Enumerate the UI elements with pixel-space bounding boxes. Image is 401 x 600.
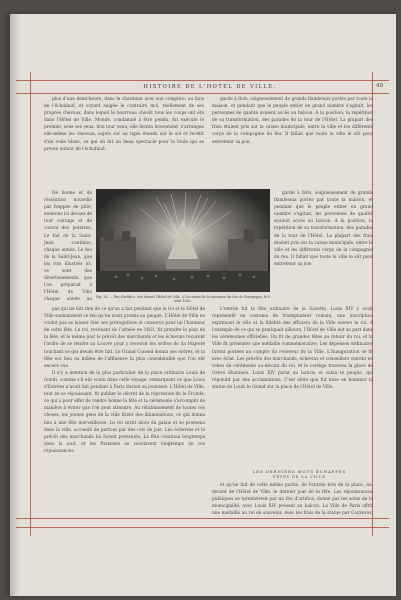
text-left-bottom [44, 306, 205, 516]
section-subheading: FÊTES DE LA VILLE [273, 475, 326, 479]
frame-rule-top-outer [16, 80, 389, 81]
text-right-final [212, 482, 373, 517]
figure-caption: Fig. 26. — Feu d'artifice, tiré devant l'Hôtel de Ville, à l'occasion de la naissance du duc de Bourgogne, le 6 août 1682. [96, 295, 270, 303]
paragraph: garde à flots, soigneusement de grands flambeaux portés par toute la maison, et pendant que le peuple entier en grand nombre s'agitait, les personnes de qualité avaient accès au balcon. À la position, la répétition de sa transformation, des parades de la tour de l'Hôtel. La plupart des frais étaient pris sur la caisse municipale, entre la ville et les différents corps de la compagnie du feu. Il fallait que toute la ville le sût pour entretenir sa joie. [212, 97, 373, 145]
section-heading: LES DERNIERS MOTS ÉCHAPPÉS [252, 469, 347, 474]
paragraph: plus d'une demi-heure, dans le charmant avec son complice, au face de l'échafaud, et voyant exigée le contraire moi, réellement de ses propres chevaux, dans lequel le bourreau choisit tous les coups ont été dans l'Hôtel de Ville. Monde, condamné à être pendu, fut exécuté le premier, sous ses yeux. Son tour venu, elle monta bravement, s'arrangea elle-même les cheveux, sujets sur un tapis étendu sur le sol et revêtit d'un voile blanc, ce qui en fut un beau spectacle pour la foule qui se presse autour de l'échafaud. [44, 97, 204, 152]
paragraph: De bonne et de résolution nouvelle par frappée de pitié, mentons ici devant de tout courage et de convoi des peintres. Le fait de la Saint-Jean continue, chaque année. Le feu de la Saint-Jean, que les rois illustrés ici, ce sont des divertissements que l'on préparait à l'Hôtel de Ville chaque année au [44, 191, 92, 303]
page-number: 49 [376, 83, 383, 89]
frame-rule-bottom-inner [16, 518, 389, 519]
text-right-bottom [212, 306, 373, 466]
paragraph: et qu'on fait de cette même partie, de l'entrée très de la place, au-devant de l'Hôtel de Ville, le dernier jour de la fête. Les réjouissances publiques se terminèrent par un feu d'artifice, donné par les soins de la municipalité, avec Louis XIV présent au balcon. La Ville de Paris offrit une médaille au roi en souvenir. Avec les frais de la statue par Coyzevox, [212, 483, 373, 517]
frame-rule-bottom-outer [16, 527, 389, 528]
paragraph: Il n'y a mention de la plus particulier de la place ordinaire Louis de Gondi, comme s'il eût voulu dans celle voyage, remarquant ce que Louis d'Estrées n'avait fait pendant à Paris durant sa jeunesse. L'Hôtel de Ville, tout en se réjouissant, fit publier le décret de la répression de la Fronde, ce qui a pour effet de rendre bonne la fête et la cérémonie s'accomplit de manière à éviter que l'on peut attendre. Au rétablissement de toutes ces choses, les jeunes gens de la ville firent des illuminations, ce qui donna lieu à une fête merveilleuse. Le roi sortit alors du palais et se promena dans la ville, accueilli de partout par des cris de joie. Les échevins et le prévôt des marchands lui furent présentés. La fête continua longtemps dans la nuit, et les Parisiens se souvinrent longtemps de ces réjouissances. [44, 370, 205, 454]
running-title: HISTOIRE DE L'HOTEL DE VILLE. [143, 84, 277, 90]
text-right-narrow [274, 190, 373, 303]
paragraph: pas qui ne fait rien de ce qu'on a fait pendant que le roi et le Hôtel de Ville souhaitaient ce feu qu'on avait promis au peuple. L'Hôtel de Ville ne voulut pas se laisser ôter ses prérogatives et conserva pour lui l'honneur de cette fête. Le roi, revenant de l'armée en 1661, fit prendre le plan de la fête, et le même jour le prévôt des marchands et les échevins reçurent l'ordre de se rendre au Louvre pour y recevoir les ordres de Sa Majesté touchant ce qui devait être fait. Le Grand Conseil donna ses ordres, et la fête eut lieu au milieu de l'affluence la plus considérable que l'on eût encore vue. [44, 307, 205, 369]
text-left-narrow [44, 190, 92, 303]
frame-rule-left [30, 72, 31, 536]
frame-rule-top-inner [16, 93, 389, 94]
paragraph: garde à flots, soigneusement de grands flambeaux portés par toute la maison, et pendant que le peuple entier en grand nombre s'agitait, les personnes de qualité avaient accès au balcon. À la position, la répétition de sa transformation, des parades de la tour de l'Hôtel. La plupart des frais étaient pris sur la caisse municipale, entre la ville et les différents corps de la compagnie du feu. Il fallait que toute la ville le sût pour entretenir sa joie. [274, 191, 373, 267]
text-left-top [44, 96, 204, 188]
fireworks-engraving [96, 189, 270, 292]
book-page [10, 14, 396, 596]
paragraph: L'entrée fut la fête ordinaire de la Gazette, Louis XIV y avait représenté en costume de triomphateur romain, une inscription exprimant le rôle et la fidélité des officiers de la Ville envers le roi. A l'exemple de ce qui se pratiquait ailleurs, l'Hôtel de Ville eut sa part dans les cérémonies officielles. On fit de grandes fêtes au retour du roi, et la Ville fit présenter une médaille commémorative. Les dépenses ordinaires furent portées au compte du receveur de la Ville. L'Inauguration se fit avec éclat. Les prévôts des marchands, échevins et conseillers vinrent en robes de cérémonie au-devant du roi, et le cortège traversa la place de Grève illuminée. Louis XIV parut au balcon et salua le peuple, qui répondit par des acclamations. C'est alors que fut mise en honneur la statue de Louis le Grand sur la place de l'Hôtel de Ville. [212, 307, 373, 391]
text-right-top [212, 96, 373, 188]
engraving-illustration [96, 189, 270, 292]
